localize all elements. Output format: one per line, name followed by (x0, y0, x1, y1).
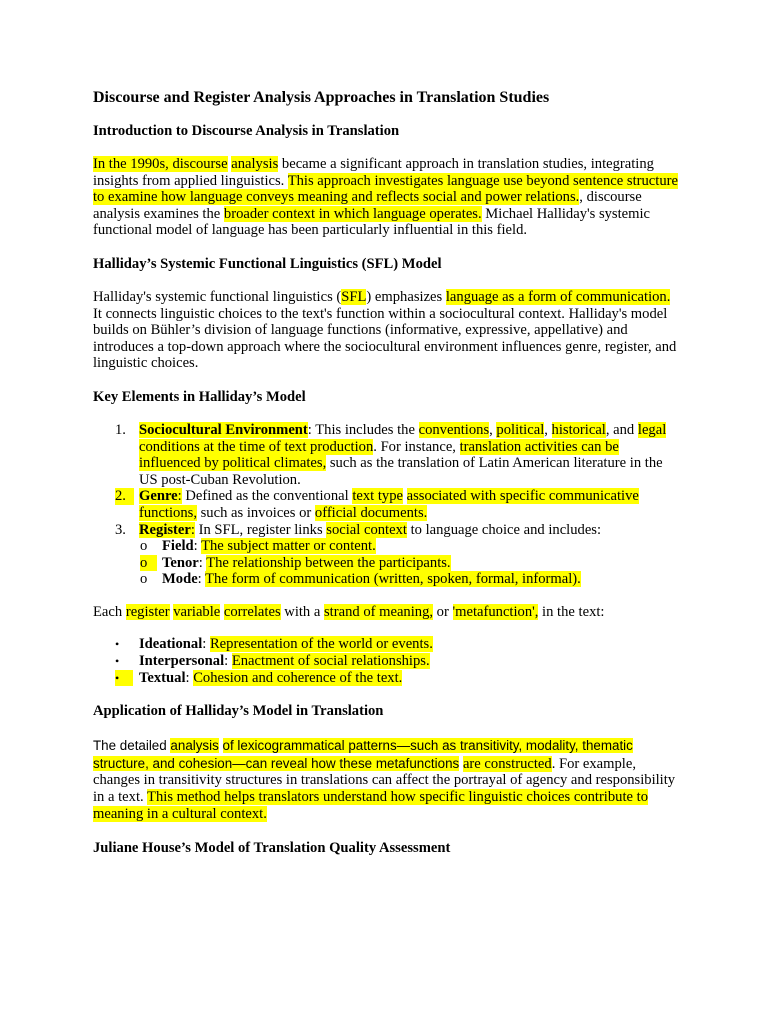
list-item (115, 488, 678, 521)
circle-bullet-icon: o (140, 571, 148, 588)
highlight: correlates (223, 603, 281, 620)
circle-bullet-icon: o (140, 538, 148, 555)
highlight: Sociocultural Environment (139, 421, 308, 438)
highlight: translation activities can be influenced by political climates, (139, 438, 619, 472)
highlight: conventions (418, 421, 490, 438)
highlight: Register (139, 521, 191, 538)
list-number: 3. (115, 521, 126, 538)
text: : (198, 554, 207, 571)
highlight: language as a form of communication. (445, 288, 671, 305)
text (219, 738, 223, 753)
highlight: Enactment of social relationships. (231, 653, 430, 670)
highlight: associated with specific communicative functions, (139, 488, 639, 521)
highlight: legal conditions at the time of text production (139, 421, 667, 455)
text: Defined as the conventional (181, 488, 353, 505)
highlight: Cohesion and coherence of the text. (193, 669, 403, 686)
highlight: The subject matter or content. (201, 538, 376, 555)
text: : (224, 653, 232, 670)
highlight: historical (551, 421, 606, 438)
text: such as the translation of Latin American literature in the US post-Cuban Revolution. (139, 455, 663, 488)
list-item (115, 521, 678, 588)
highlight: The form of communication (written, spoken, formal, informal). (205, 571, 581, 588)
text: : (202, 636, 210, 653)
text: became a significant approach in translation studies, integrating insights from applied linguistics. (93, 156, 654, 189)
highlight: In the 1990s, discourse (93, 156, 228, 172)
highlight: strand of meaning, (324, 603, 434, 620)
text: It connects linguistic choices to the text's function within a sociocultural context. Halliday's model builds on Bühler’s division of language functions (informative, expressive, appellative) and introduces a top-down approach where the sociocultural environment influences genre, register, and linguistic choices. (93, 305, 677, 372)
highlight: of lexicogrammatical patterns—such as transitivity, modality, thematic structure, and cohesion—can reveal how these metafunctions (93, 738, 633, 771)
text: The detailed (93, 738, 171, 754)
text: such as invoices or (196, 504, 315, 521)
list-item (115, 421, 678, 488)
highlight: political (496, 421, 545, 438)
text: , discourse analysis examines the (93, 189, 642, 222)
text: , (489, 421, 497, 438)
metafunction-paragraph (93, 604, 678, 621)
highlight: social context (326, 521, 407, 538)
application-paragraph (93, 737, 678, 822)
highlight: text type (352, 488, 403, 505)
sublist-item (140, 554, 678, 572)
document-page (93, 78, 678, 857)
text: in the text: (538, 603, 605, 620)
text: ) emphasizes (366, 288, 446, 305)
key-elements-heading: Key Elements in Halliday’s Model (93, 388, 306, 405)
bullet-icon: • (115, 654, 120, 669)
intro-paragraph (93, 156, 678, 239)
list-number: 1. (115, 421, 126, 438)
text: : (185, 669, 194, 686)
highlight: The relationship between the participants. (206, 554, 451, 571)
document-title: Discourse and Register Analysis Approaches in Translation Studies (93, 89, 550, 106)
highlight: : (190, 521, 195, 538)
highlight: : (177, 488, 182, 505)
circle-bullet-icon: o (140, 555, 157, 572)
term: Interpersonal (139, 653, 225, 670)
bullet-item (115, 636, 678, 653)
sfl-heading: Halliday’s Systemic Functional Linguistics (SFL) Model (93, 255, 442, 272)
text: Each (93, 603, 126, 620)
bullet-item (115, 653, 678, 670)
text: : This includes the (307, 421, 419, 438)
text: In SFL, register links (194, 521, 327, 538)
highlight: variable (173, 603, 221, 620)
term: Field (162, 538, 194, 555)
highlight: analysis (231, 156, 279, 172)
register-sublist (139, 538, 678, 588)
sublist-item (140, 571, 678, 588)
text: Halliday's systemic functional linguistics ( (93, 288, 342, 305)
bullet-item (115, 669, 678, 687)
text: , and (605, 421, 638, 438)
highlight: register (125, 603, 170, 620)
highlight: Genre (139, 488, 178, 505)
highlight: analysis (170, 738, 219, 754)
highlight: are constructed (462, 755, 552, 772)
text: : (197, 571, 206, 588)
house-model-heading: Juliane House’s Model of Translation Quality Assessment (93, 840, 451, 857)
intro-heading: Introduction to Discourse Analysis in Translation (93, 123, 400, 139)
text: , (544, 421, 552, 438)
text: Michael Halliday's systemic functional model of language has been particularly influential in this field. (93, 205, 651, 239)
highlight: official documents. (314, 504, 428, 521)
bullet-icon: • (115, 637, 120, 652)
key-elements-list (93, 422, 678, 588)
text: with a (280, 603, 324, 620)
bullet-icon: • (115, 670, 133, 687)
metafunction-list (93, 636, 678, 686)
highlight: This approach investigates language use beyond sentence structure to examine how language conveys meaning and reflects social and power relations. (93, 172, 678, 206)
text: to language choice and includes: (406, 521, 602, 538)
sfl-paragraph (93, 289, 678, 372)
application-heading: Application of Halliday’s Model in Translation (93, 703, 384, 720)
term: Textual (139, 669, 186, 686)
highlight: This method helps translators understand how specific linguistic choices contribute to meaning in a cultural context. (93, 789, 648, 822)
term: Ideational (139, 636, 203, 653)
list-number: 2. (115, 488, 134, 505)
text: . For instance, (373, 438, 460, 455)
highlight: SFL (341, 288, 367, 305)
term: Mode (162, 571, 198, 588)
text: or (433, 603, 453, 620)
highlight: broader context in which language operates. (223, 205, 482, 222)
highlight: 'metafunction', (452, 603, 539, 620)
text: . For example, changes in transitivity structures in translations can affect the portrayal of agency and responsibility in a text. (93, 755, 676, 806)
sublist-item (140, 538, 678, 555)
highlight: Representation of the world or events. (209, 636, 433, 653)
text: : (193, 538, 202, 555)
term: Tenor (162, 554, 199, 571)
